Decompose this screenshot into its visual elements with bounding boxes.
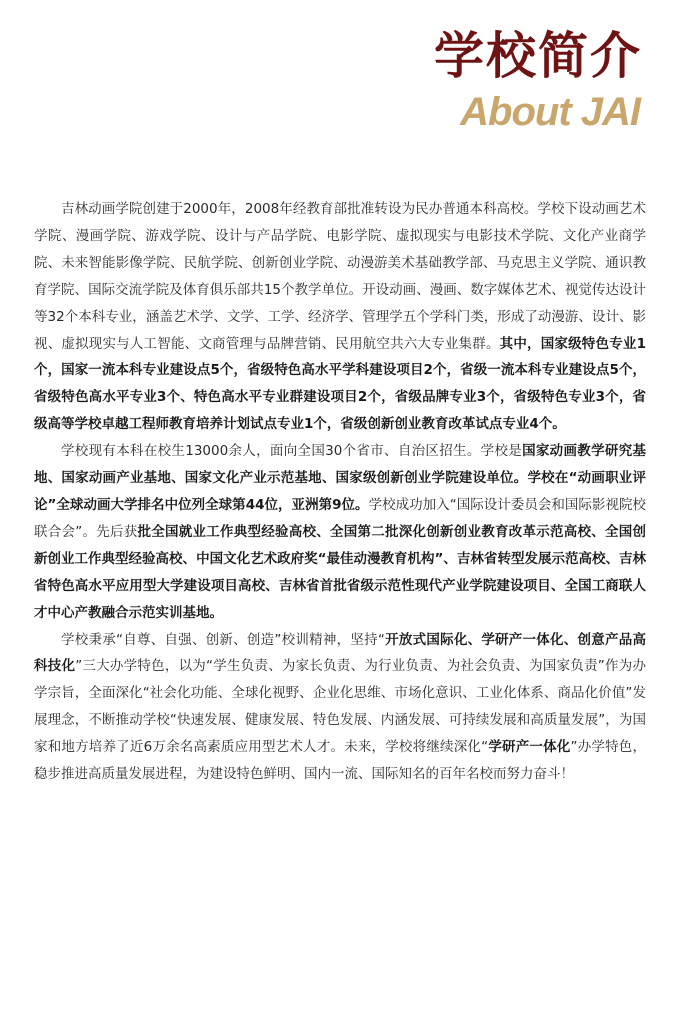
page-subtitle-english: About JAI — [460, 90, 640, 134]
overview-highlight: 其中，国家级特色专业1个，国家一流本科专业建设点5个，省级特色高水平学科建设项目2个，省级一流本科专业建设点5个，省级特色高水平专业3个、特色高水平专业群建设项目2个，省级品牌专业3个，省级特色专业3个，省级高等学校卓越工程师教育培养计划试点专业1个，省级创新创业教育改革试点专业4个。 — [34, 335, 646, 433]
paragraph-mission — [34, 627, 646, 788]
honors-highlight-2: 批全国就业工作典型经验高校、全国第二批深化创新创业教育改革示范高校、全国创新创业工作典型经验高校、中国文化艺术政府奖“最佳动漫教育机构”、吉林省转型发展示范高校、吉林省特色高水平应用型大学建设项目高校、吉林省首批省级示范性现代产业学院建设项目、全国工商联人才中心产教融合示范实训基地。 — [34, 523, 646, 621]
mission-text-1: 学校秉承“自尊、自强、创新、创造”校训精神，坚持“ — [61, 631, 385, 648]
honors-text-1: 学校现有本科在校生13000余人，面向全国30个省市、自治区招生。学校是 — [61, 443, 523, 460]
paragraph-honors — [34, 438, 646, 626]
mission-highlight-1: 开放式国际化、学研产一体化、创意产品高科技化 — [34, 631, 647, 675]
introduction-body — [34, 196, 646, 788]
honors-highlight-1: 国家动画教学研究基地、国家动画产业基地、国家文化产业示范基地、国家级创新创业学院建设单位。学校在“动画职业评论”全球动画大学排名中位列全球第44位，亚洲第9位。 — [34, 443, 646, 513]
paragraph-overview — [34, 196, 646, 438]
honors-text-2: 学校成功加入“国际设计委员会和国际影视院校联合会”。先后获 — [34, 496, 646, 540]
page-title: 学校简介 — [434, 26, 642, 85]
mission-highlight-2: 学研产一体化 — [488, 739, 571, 756]
overview-text: 吉林动画学院创建于2000年，2008年经教育部批准转设为民办普通本科高校。学校下设动画艺术学院、漫画学院、游戏学院、设计与产品学院、电影学院、虚拟现实与电影技术学院、文化产业商学院、未来智能影像学院、民航学院、创新创业学院、动漫游美术基础教学部、马克思主义学院、通识教育学院、国际交流学院及体育俱乐部共15个教学单位。开设动画、漫画、数字媒体艺术、视觉传达设计等32个本科专业，涵盖艺术学、文学、工学、经济学、管理学五个学科门类，形成了动漫游、设计、影视、虚拟现实与人工智能、文商管理与品牌营销、民用航空共六大专业集群。 — [34, 201, 646, 352]
mission-text-2: ”三大办学特色，以为“学生负责、为家长负责、为行业负责、为社会负责、为国家负责”作为办学宗旨，全面深化“社会化功能、全球化视野、企业化思维、市场化意识、工业化体系、商品化价值”发展理念，不断推动学校“快速发展、健康发展、特色发展、内涵发展、可持续发展和高质量发展”，为国家和地方培养了近6万余名高素质应用型艺术人才。未来，学校将继续深化“ — [34, 658, 646, 756]
mission-text-3: ”办学特色，稳步推进高质量发展进程，为建设特色鲜明、国内一流、国际知名的百年名校而努力奋斗！ — [34, 739, 646, 783]
